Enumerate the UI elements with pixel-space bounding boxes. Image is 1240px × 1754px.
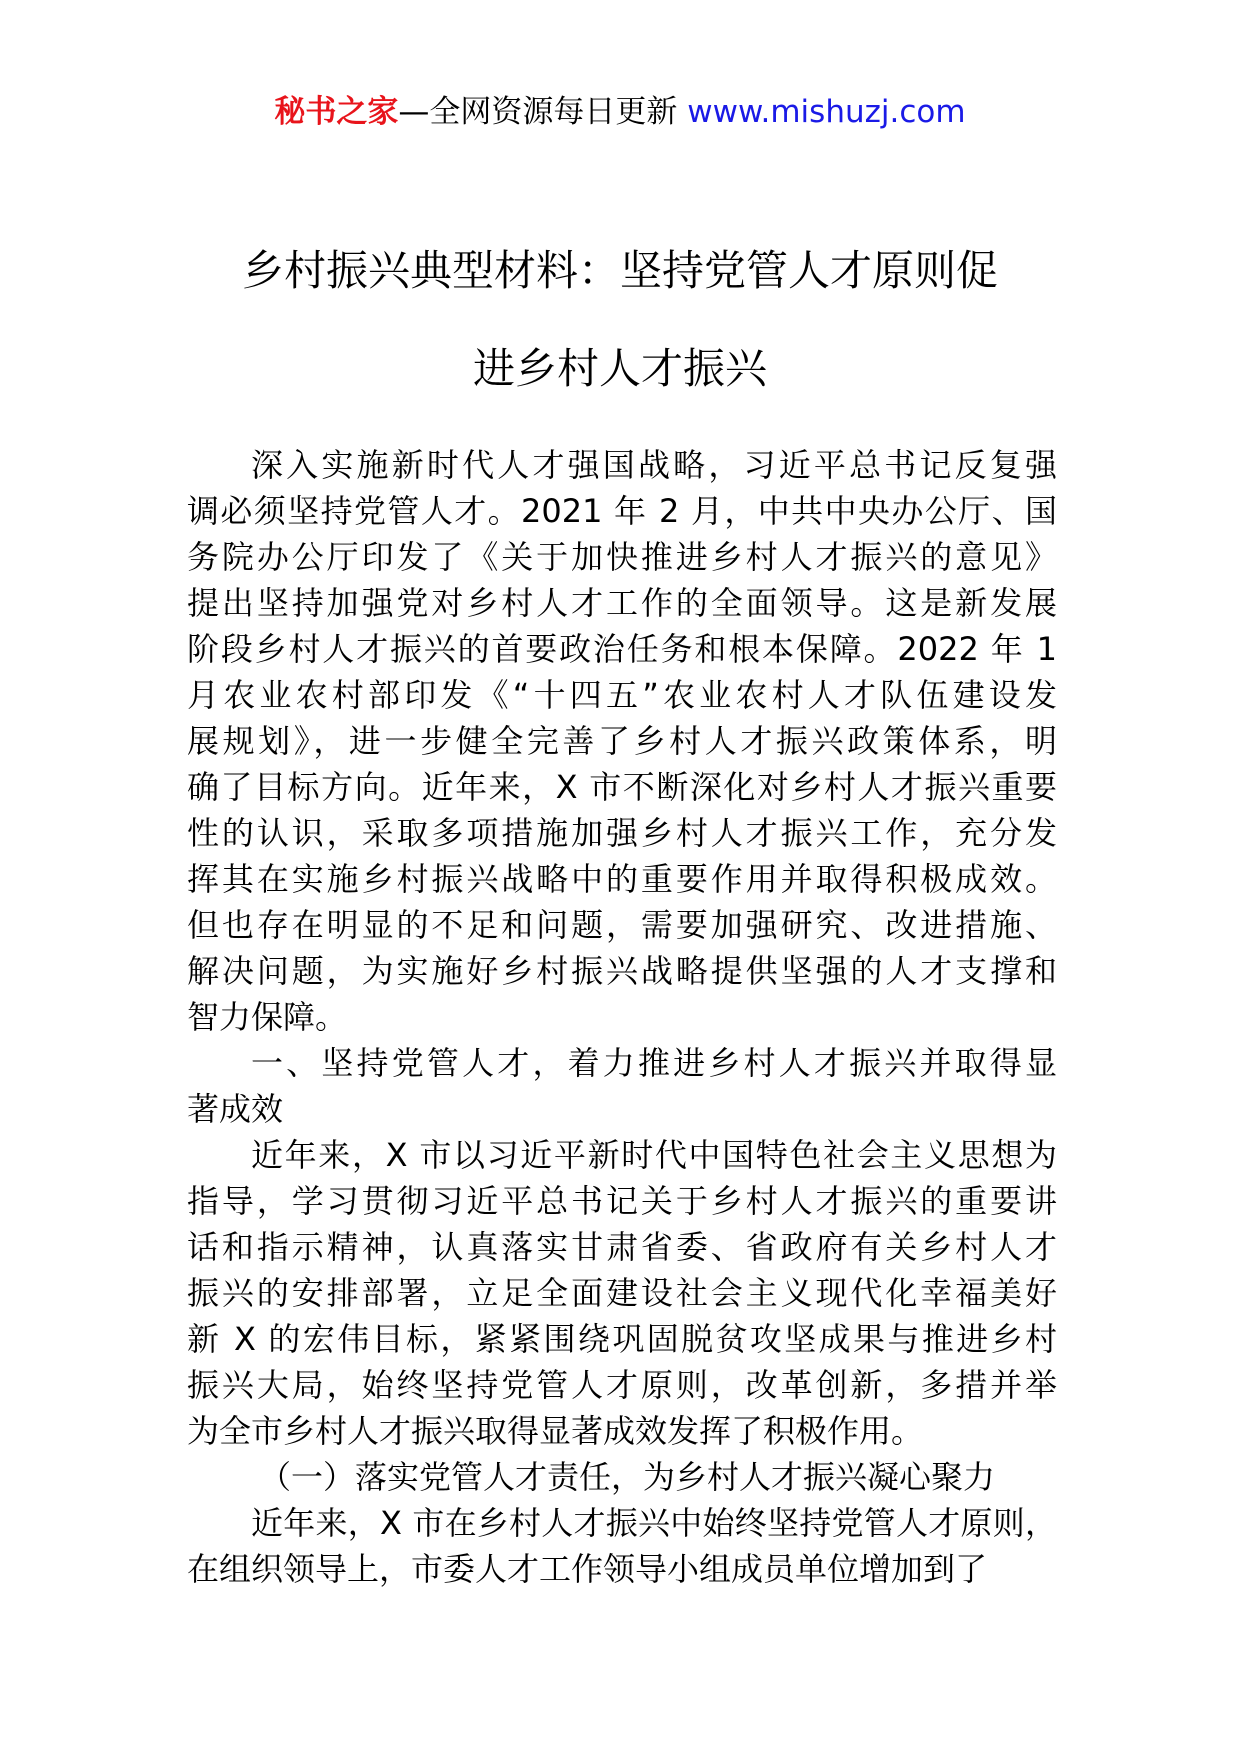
body-line: 振兴大局，始终坚持党管人才原则，改革创新，多措并举 bbox=[187, 1366, 1057, 1404]
body-line: 为全市乡村人才振兴取得显著成效发挥了积极作用。 bbox=[187, 1412, 924, 1450]
document-title bbox=[150, 222, 1090, 418]
body-line: 性的认识，采取多项措施加强乡村人才振兴工作，充分发 bbox=[187, 814, 1057, 852]
body-line: 深入实施新时代人才强国战略，习近平总书记反复强 bbox=[251, 446, 1057, 484]
body-line: 展规划》，进一步健全完善了乡村人才振兴政策体系，明 bbox=[187, 722, 1057, 760]
body-line: 振兴的安排部署，立足全面建设社会主义现代化幸福美好 bbox=[187, 1274, 1057, 1312]
body-line: 务院办公厅印发了《关于加快推进乡村人才振兴的意见》 bbox=[187, 538, 1057, 576]
body-line: 近年来，X 市以习近平新时代中国特色社会主义思想为 bbox=[251, 1136, 1057, 1174]
section-heading-1-cont: 著成效 bbox=[187, 1090, 284, 1128]
site-header bbox=[0, 92, 1240, 132]
title-line-2: 进乡村人才振兴 bbox=[472, 344, 767, 393]
site-url-link[interactable]: www.mishuzj.com bbox=[687, 94, 966, 130]
body-line: 在组织领导上，市委人才工作领导小组成员单位增加到了 bbox=[187, 1550, 988, 1588]
body-line: 调必须坚持党管人才。2021 年 2 月，中共中央办公厅、国 bbox=[187, 492, 1057, 530]
body-line: 话和指示精神，认真落实甘肃省委、省政府有关乡村人才 bbox=[187, 1228, 1057, 1266]
body-line: 但也存在明显的不足和问题，需要加强研究、改进措施、 bbox=[187, 906, 1057, 944]
body-line: 指导，学习贯彻习近平总书记关于乡村人才振兴的重要讲 bbox=[187, 1182, 1057, 1220]
body-line: 解决问题，为实施好乡村振兴战略提供坚强的人才支撑和 bbox=[187, 952, 1057, 990]
body-line: 提出坚持加强党对乡村人才工作的全面领导。这是新发展 bbox=[187, 584, 1057, 622]
body-line: 近年来，X 市在乡村人才振兴中始终坚持党管人才原则， bbox=[251, 1504, 1057, 1542]
body-line: 阶段乡村人才振兴的首要政治任务和根本保障。2022 年 1 bbox=[187, 630, 1057, 668]
section-heading-1: 一、坚持党管人才，着力推进乡村人才振兴并取得显 bbox=[251, 1044, 1057, 1082]
subsection-heading-1: （一）落实党管人才责任，为乡村人才振兴凝心聚力 bbox=[259, 1458, 996, 1496]
title-line-1: 乡村振兴典型材料：坚持党管人才原则促 bbox=[241, 246, 998, 295]
body-line: 确了目标方向。近年来，X 市不断深化对乡村人才振兴重要 bbox=[187, 768, 1057, 806]
document-body bbox=[187, 442, 1057, 1592]
site-slogan: —全网资源每日更新 bbox=[398, 94, 678, 130]
body-line: 月农业农村部印发《“十四五”农业农村人才队伍建设发 bbox=[187, 676, 1057, 714]
body-line: 新 X 的宏伟目标，紧紧围绕巩固脱贫攻坚成果与推进乡村 bbox=[187, 1320, 1057, 1358]
body-line: 智力保障。 bbox=[187, 998, 348, 1036]
body-line: 挥其在实施乡村振兴战略中的重要作用并取得积极成效。 bbox=[187, 860, 1057, 898]
site-brand: 秘书之家 bbox=[274, 94, 399, 130]
